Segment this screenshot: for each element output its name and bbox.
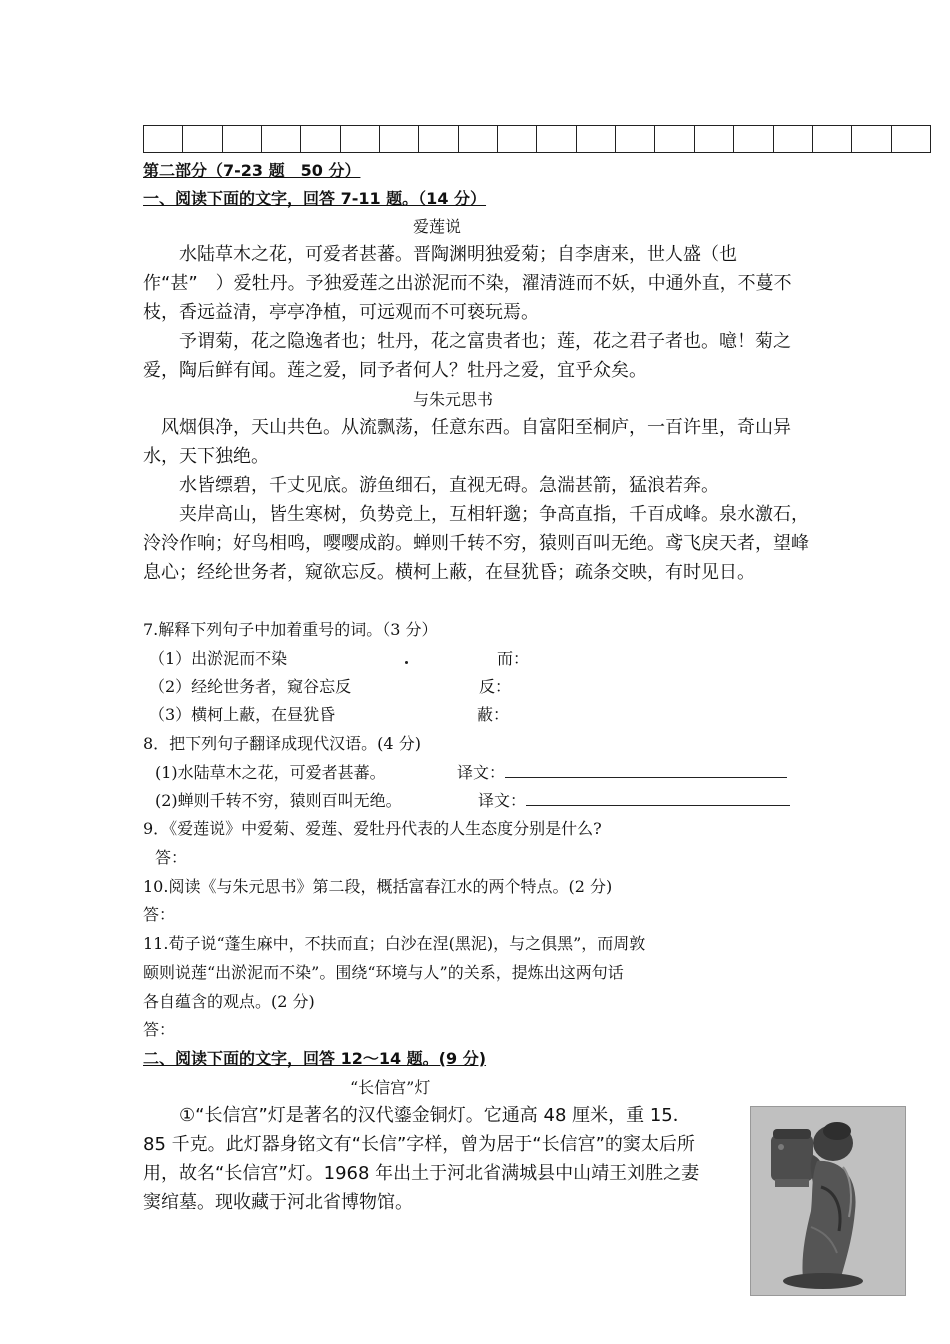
q7-item-1-word: 而： (497, 649, 530, 668)
emphasis-dot (405, 661, 408, 664)
section2-title: “长信宫”灯 (350, 1078, 431, 1097)
answer-grid-cell[interactable] (262, 126, 301, 152)
answer-grid-cell[interactable] (537, 126, 576, 152)
q7-item-2: （2）经纶世务者，窥谷忘反 (149, 677, 352, 696)
q7-item-3-word: 蔽： (477, 705, 510, 724)
text2-title: 与朱元思书 (413, 390, 494, 409)
q11-line-2: 颐则说莲“出淤泥而不染”。围绕“环境与人”的关系，提炼出这两句话 (143, 963, 624, 982)
answer-grid-cell[interactable] (577, 126, 616, 152)
q10-answer: 答： (143, 905, 176, 924)
q9-answer: 答： (155, 848, 188, 867)
answer-line[interactable] (526, 791, 790, 806)
q8-stem: 8．把下列句子翻译成现代汉语。(4 分) (143, 734, 421, 753)
text2-para2: 水皆缥碧，千丈见底。游鱼细石，直视无碍。急湍甚箭，猛浪若奔。 (179, 475, 719, 496)
answer-grid-cell[interactable] (695, 126, 734, 152)
text1-para1: 水陆草木之花，可爱者甚蕃。晋陶渊明独爱菊；自李唐来，世人盛（也作“甚” ）爱牡丹。予独爱莲之出淤泥而不染，濯清涟而不妖，中通外直，不蔓不枝，香远益清，亭亭净植，可远观而不可亵玩焉。 (143, 244, 792, 323)
q7-item-3: （3）横柯上蔽，在昼犹昏 (149, 705, 336, 724)
text2-para3: 夹岸高山，皆生寒树，负势竞上，互相轩邈；争高直指，千百成峰。泉水激石，泠泠作响；好鸟相鸣，嘤嘤成韵。蝉则千转不穷，猿则百叫无绝。鸢飞戾天者，望峰息心；经纶世务者，窥欲忘反。横柯上蔽，在昼犹昏；疏条交映，有时见日。 (143, 504, 809, 583)
answer-grid-cell[interactable] (223, 126, 262, 152)
q7-item-2-word: 反： (479, 677, 512, 696)
text2-para1: 风烟俱净，天山共色。从流飘荡，任意东西。自富阳至桐庐，一百许里，奇山异水，天下独绝。 (143, 417, 791, 467)
q8-item-2 (155, 788, 402, 811)
q11-answer: 答： (143, 1020, 176, 1039)
section1-heading: 一、阅读下面的文字，回答 7-11 题。（14 分） (143, 189, 487, 208)
answer-grid-cell[interactable] (498, 126, 537, 152)
answer-grid (143, 125, 931, 153)
lamp-figure-image (751, 1107, 905, 1295)
q8-item-2-sentence: (2)蝉则千转不穷，猿则百叫无绝。 (155, 791, 402, 810)
section2-para1: ①“长信宫”灯是著名的汉代鎏金铜灯。它通高 48 厘米，重 15．85 千克。此灯器身铭文有“长信”字样，曾为居于“长信宫”的窦太后所用，故名“长信宫”灯。1968 年出土于河北省满城县中山靖王刘胜之妻窦绾墓。现收藏于河北省博物馆。 (143, 1105, 700, 1213)
answer-line[interactable] (505, 763, 787, 778)
lamp-photo (750, 1106, 906, 1296)
q7-stem: 7.解释下列句子中加着重号的词。（3 分） (143, 620, 438, 639)
text1-para2: 予谓菊，花之隐逸者也；牡丹，花之富贵者也；莲，花之君子者也。噫！菊之爱，陶后鲜有闻。莲之爱，同予者何人？牡丹之爱，宜乎众矣。 (143, 331, 791, 381)
q8-item-1 (155, 760, 386, 783)
section2-heading: 二、阅读下面的文字，回答 12～14 题。(9 分) (143, 1049, 487, 1068)
q8-item-1-answer (457, 760, 787, 783)
q10-stem: 10.阅读《与朱元思书》第二段，概括富春江水的两个特点。(2 分) (143, 877, 613, 896)
answer-grid-cell[interactable] (419, 126, 458, 152)
answer-grid-cell[interactable] (380, 126, 419, 152)
answer-grid-cell[interactable] (459, 126, 498, 152)
q8-item-1-label: 译文： (457, 763, 506, 782)
q9-stem: 9．《爱莲说》中爱菊、爱莲、爱牡丹代表的人生态度分别是什么? (143, 819, 602, 838)
q11-line-1: 11.荀子说“蓬生麻中，不扶而直；白沙在涅(黑泥)，与之俱黑”，而周敦 (143, 934, 646, 953)
q8-item-2-answer (478, 788, 790, 811)
answer-grid-cell[interactable] (892, 126, 930, 152)
q8-item-1-sentence: (1)水陆草木之花，可爱者甚蕃。 (155, 763, 386, 782)
answer-grid-cell[interactable] (144, 126, 183, 152)
answer-grid-cell[interactable] (341, 126, 380, 152)
answer-grid-cell[interactable] (655, 126, 694, 152)
answer-grid-cell[interactable] (734, 126, 773, 152)
part-heading: 第二部分（7-23 题 50 分） (143, 161, 361, 180)
answer-grid-cell[interactable] (774, 126, 813, 152)
answer-grid-cell[interactable] (813, 126, 852, 152)
answer-grid-cell[interactable] (616, 126, 655, 152)
answer-grid-cell[interactable] (852, 126, 891, 152)
q8-item-2-label: 译文： (478, 791, 527, 810)
q11-line-3: 各自蕴含的观点。(2 分) (143, 992, 315, 1011)
answer-grid-cell[interactable] (301, 126, 340, 152)
text1-title: 爱莲说 (413, 217, 462, 236)
q7-item-1: （1）出淤泥而不染 (149, 649, 288, 668)
answer-grid-cell[interactable] (183, 126, 222, 152)
